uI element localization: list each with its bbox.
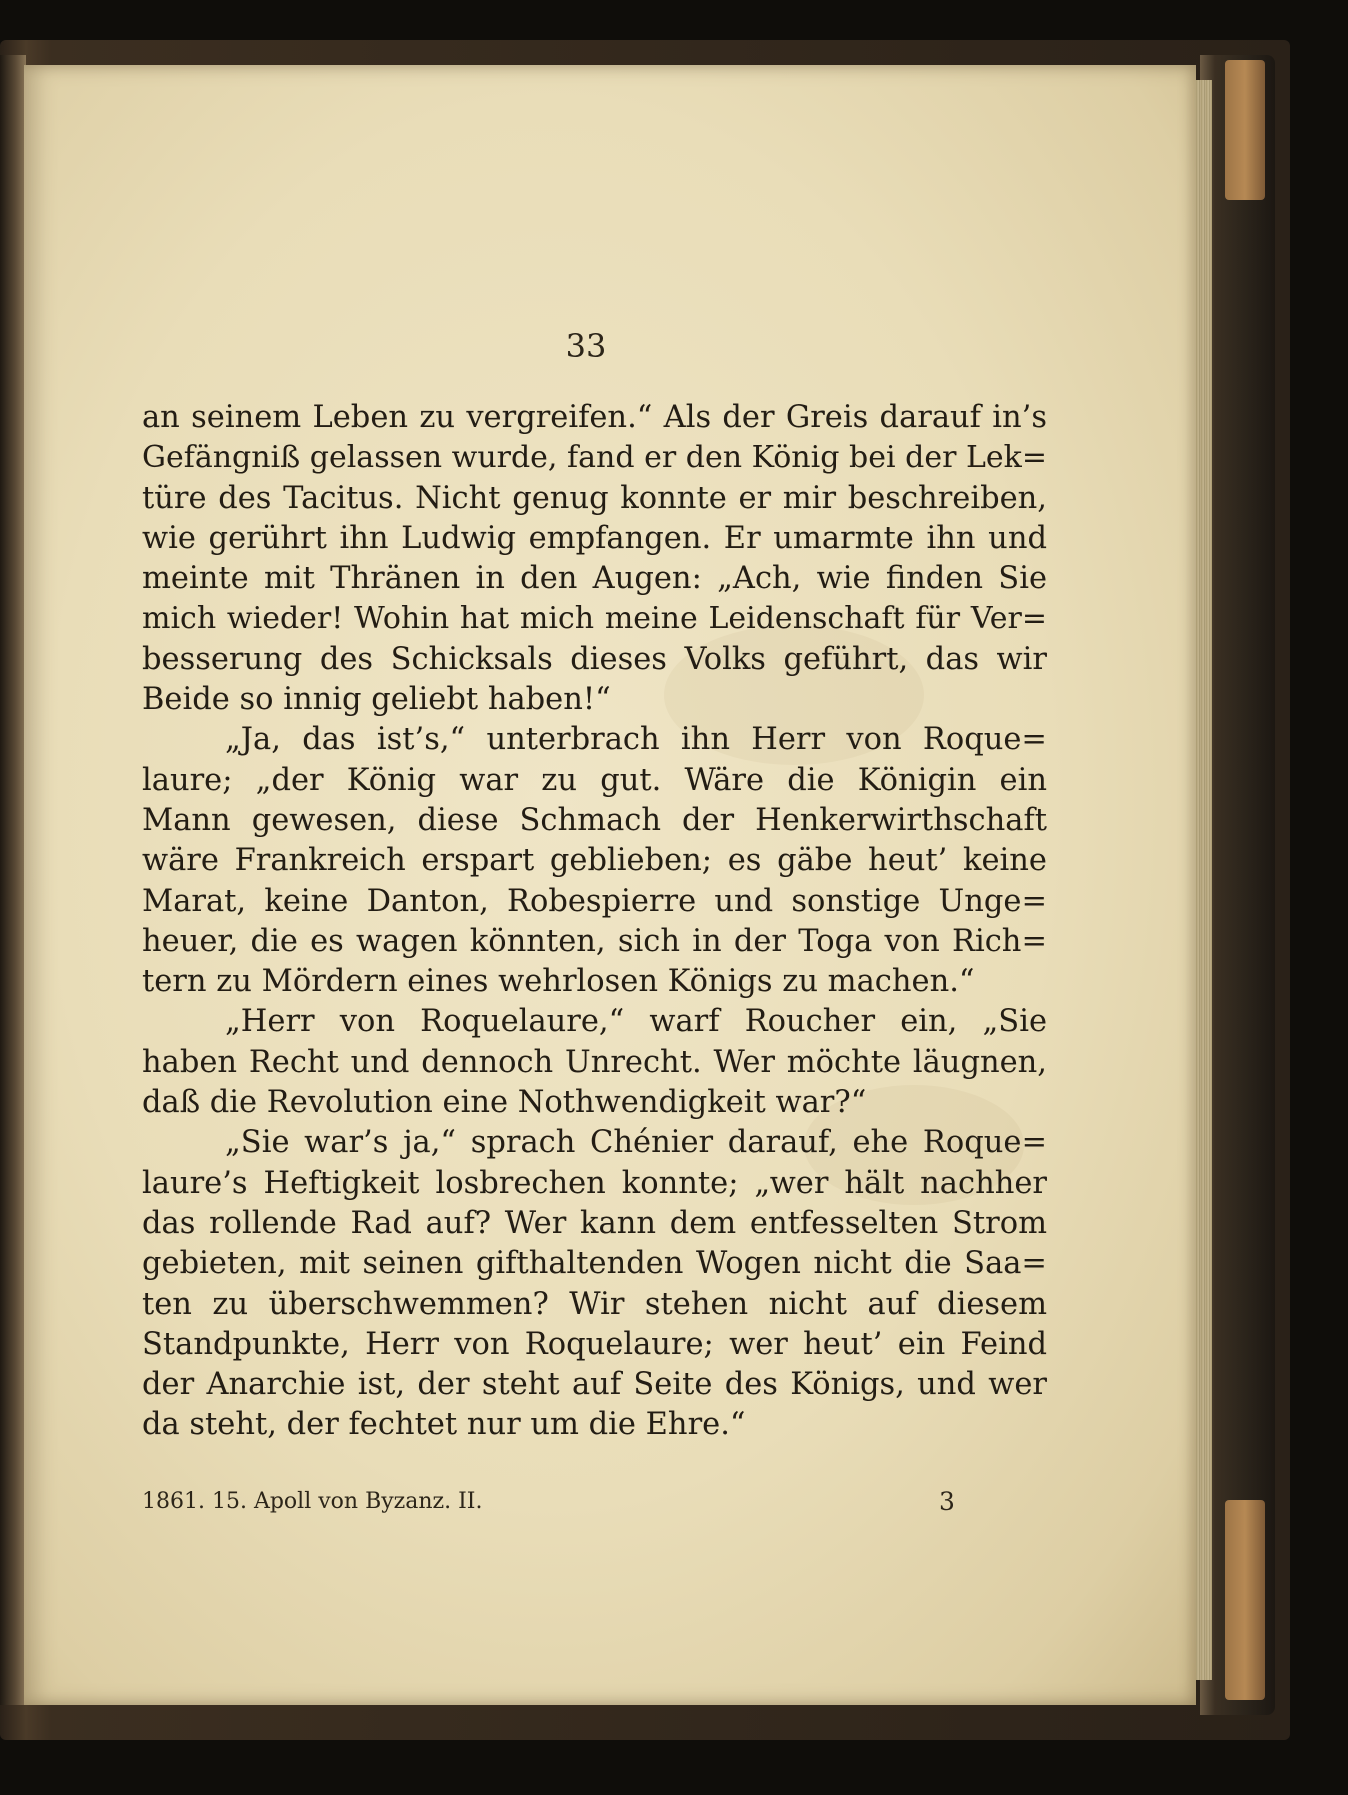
text-line: da steht, der fechtet nur um die Ehre.“ (142, 1407, 746, 1443)
text-line: Standpunkte, Herr von Roquelaure; wer heut’ ein Feind (142, 1326, 1047, 1362)
book-page (24, 65, 1196, 1705)
text-line: gebieten, mit seinen gifthaltenden Wogen nicht die Saa= (142, 1246, 1047, 1282)
text-line: laure’s Heftigkeit losbrechen konnte; „wer hält nachher (142, 1165, 1047, 1201)
text-line: besserung des Schicksals dieses Volks geführt, das wir (142, 641, 1047, 677)
text-line: ten zu überschwemmen? Wir stehen nicht auf diesem (142, 1286, 1047, 1322)
page-text (142, 398, 1047, 1446)
text-line: meinte mit Thränen in den Augen: „Ach, wie finden Sie (142, 561, 1047, 597)
sheet-number: 3 (939, 1487, 955, 1516)
text-line: der Anarchie ist, der steht auf Seite des Königs, und wer (142, 1367, 1047, 1403)
text-line: wäre Frankreich erspart geblieben; es gäbe heut’ keine (142, 843, 1047, 879)
page-number: 33 (565, 327, 607, 365)
text-line: laure; „der König war zu gut. Wäre die Königin ein (142, 762, 1047, 798)
text-line: daß die Revolution eine Nothwendigkeit war?“ (142, 1085, 867, 1121)
text-line: wie gerührt ihn Ludwig empfangen. Er umarmte ihn und (142, 520, 1047, 556)
text-line: „Ja, das ist’s,“ unterbrach ihn Herr von Roque= (225, 722, 1047, 758)
text-line: haben Recht und dennoch Unrecht. Wer möchte läugnen, (142, 1044, 1047, 1080)
text-line: tern zu Mördern eines wehrlosen Königs zu machen.“ (142, 964, 975, 1000)
text-line: Marat, keine Danton, Robespierre und sonstige Unge= (142, 883, 1047, 919)
book-spine-left (0, 55, 26, 1705)
text-line: heuer, die es wagen könnten, sich in der Toga von Rich= (142, 923, 1047, 959)
printer-signature: 1861. 15. Apoll von Byzanz. II. (142, 1489, 483, 1514)
text-line: türe des Tacitus. Nicht genug konnte er mir beschreiben, (142, 480, 1047, 516)
text-line: „Herr von Roquelaure,“ warf Roucher ein, „Sie (225, 1004, 1047, 1040)
cover-corner-top (1225, 60, 1265, 200)
text-line: Beide so innig geliebt haben!“ (142, 682, 611, 718)
cover-corner-bottom (1225, 1500, 1265, 1700)
text-line: Mann gewesen, diese Schmach der Henkerwirthschaft (142, 802, 1047, 838)
text-line: mich wieder! Wohin hat mich meine Leidenschaft für Ver= (142, 601, 1047, 637)
text-line: an seinem Leben zu vergreifen.“ Als der Greis darauf in’s (142, 400, 1047, 435)
text-line: Gefängniß gelassen wurde, fand er den König bei der Lek= (142, 440, 1047, 476)
text-line: „Sie war’s ja,“ sprach Chénier darauf, ehe Roque= (225, 1125, 1047, 1161)
text-line: das rollende Rad auf? Wer kann dem entfesselten Strom (142, 1205, 1047, 1241)
